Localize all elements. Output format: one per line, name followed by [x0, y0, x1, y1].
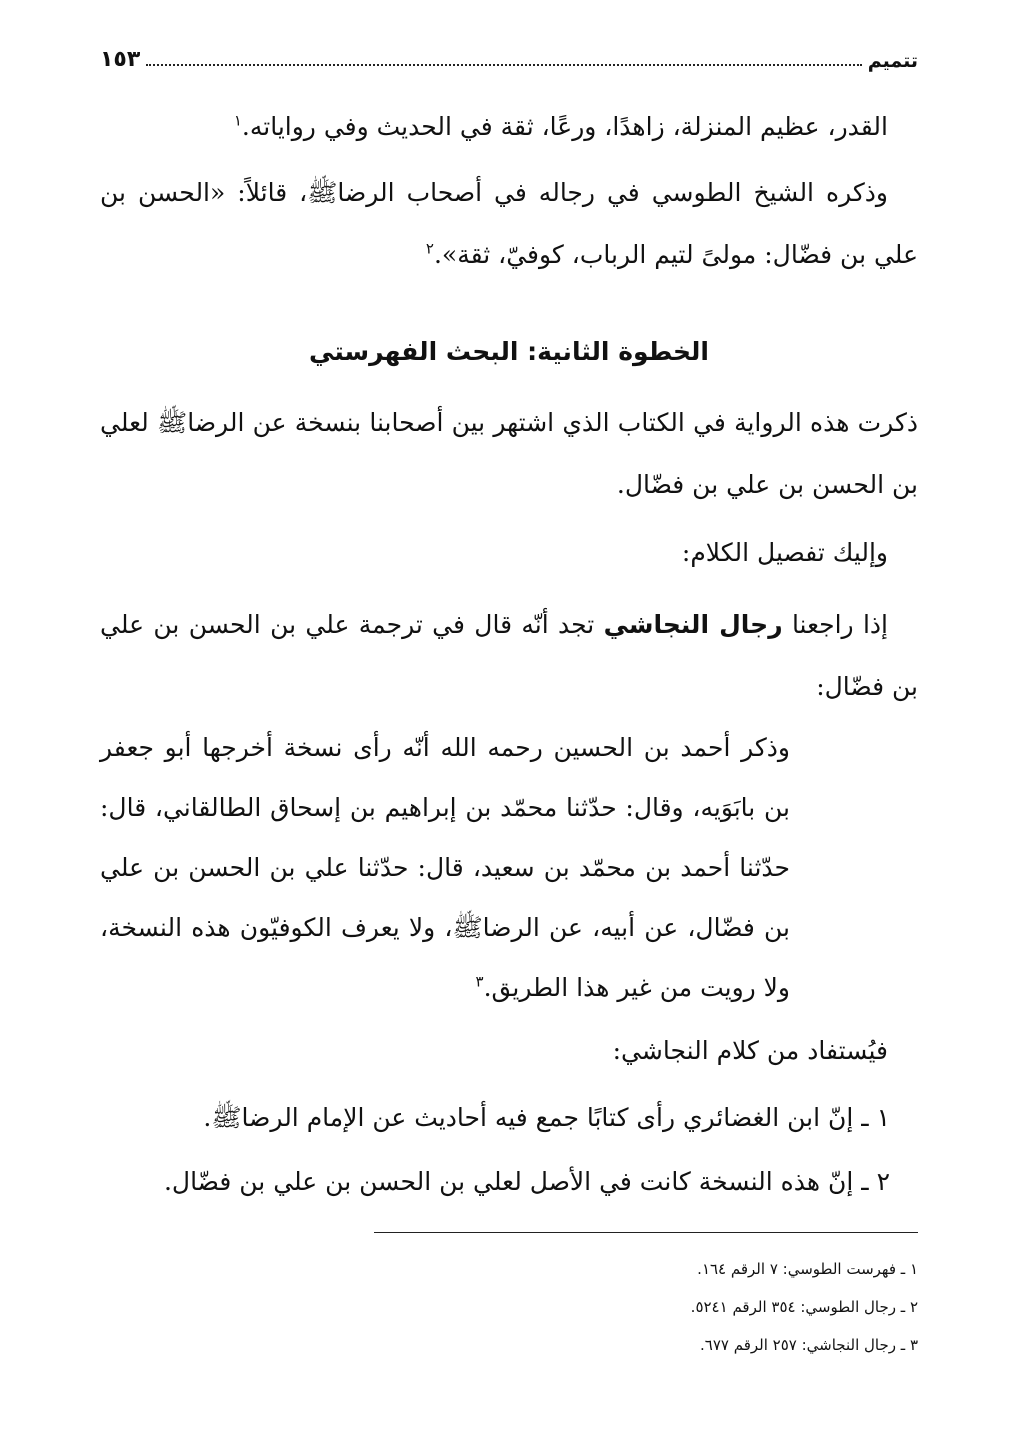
page-number: ١٥٣	[100, 47, 141, 72]
paragraph-2	[100, 162, 918, 286]
footnote-ref-2: ٢	[425, 239, 434, 258]
paragraph-5-start: إذا راجعنا	[791, 610, 888, 639]
quotation-text: وذكر أحمد بن الحسين رحمه الله أنّه رأى نسخة أخرجها أبو جعفر بن بابَوَيه، وقال: حدّثنا محمّد بن إبراهيم بن إسحاق الطالقاني، قال: حدّثنا أحمد بن محمّد بن سعيد، قال: حدّثنا علي بن الحسن بن علي بن فضّال، عن أبيه، عن الرضاﷺ، ولا يعرف الكوفيّون هذه النسخة، ولا رويت من غير هذا الطريق.	[100, 733, 790, 1002]
footnote-2: ٢ ـ رجال الطوسي: ٣٥٤ الرقم ٥٢٤١.	[690, 1298, 918, 1316]
paragraph-1-text: القدر، عظيم المنزلة، زاهدًا، ورعًا، ثقة في الحديث وفي رواياته.	[241, 112, 888, 141]
paragraph-3: ذكرت هذه الرواية في الكتاب الذي اشتهر بين أصحابنا بنسخة عن الرضاﷺ لعلي بن الحسن بن علي بن فضّال.	[100, 408, 918, 499]
paragraph-5	[100, 594, 918, 718]
list-item-1: ١ ـ إنّ ابن الغضائري رأى كتابًا جمع فيه أحاديث عن الإمام الرضاﷺ.	[203, 1103, 890, 1132]
book-title-najashi: رجال النجاشي	[603, 610, 783, 639]
paragraph-4: وإليك تفصيل الكلام:	[681, 538, 888, 567]
quotation-block	[100, 718, 790, 1018]
running-title: تتميم	[867, 50, 918, 72]
footnote-1: ١ ـ فهرست الطوسي: ٧ الرقم ١٦٤.	[697, 1260, 918, 1278]
footnote-3: ٣ ـ رجال النجاشي: ٢٥٧ الرقم ٦٧٧.	[700, 1336, 918, 1354]
header-dot-leader	[146, 64, 861, 66]
paragraph-6: فيُستفاد من كلام النجاشي:	[612, 1036, 888, 1065]
page-header	[100, 38, 918, 72]
footnote-separator	[374, 1232, 918, 1233]
paragraph-5-end: تجد أنّه قال في ترجمة علي بن الحسن بن علي بن فضّال:	[100, 610, 918, 701]
list-item-2: ٢ ـ إنّ هذه النسخة كانت في الأصل لعلي بن الحسن بن علي بن فضّال.	[163, 1167, 890, 1196]
paragraph-2-text: وذكره الشيخ الطوسي في رجاله في أصحاب الرضاﷺ، قائلاً: «الحسن بن علي بن فضّال: مولىً لتيم الرباب، كوفيّ، ثقة».	[100, 178, 918, 269]
section-heading: الخطوة الثانية: البحث الفهرستي	[309, 337, 709, 366]
footnote-ref-1: ١	[233, 111, 242, 130]
paragraph-1	[100, 96, 918, 158]
footnote-ref-3: ٣	[475, 972, 484, 991]
